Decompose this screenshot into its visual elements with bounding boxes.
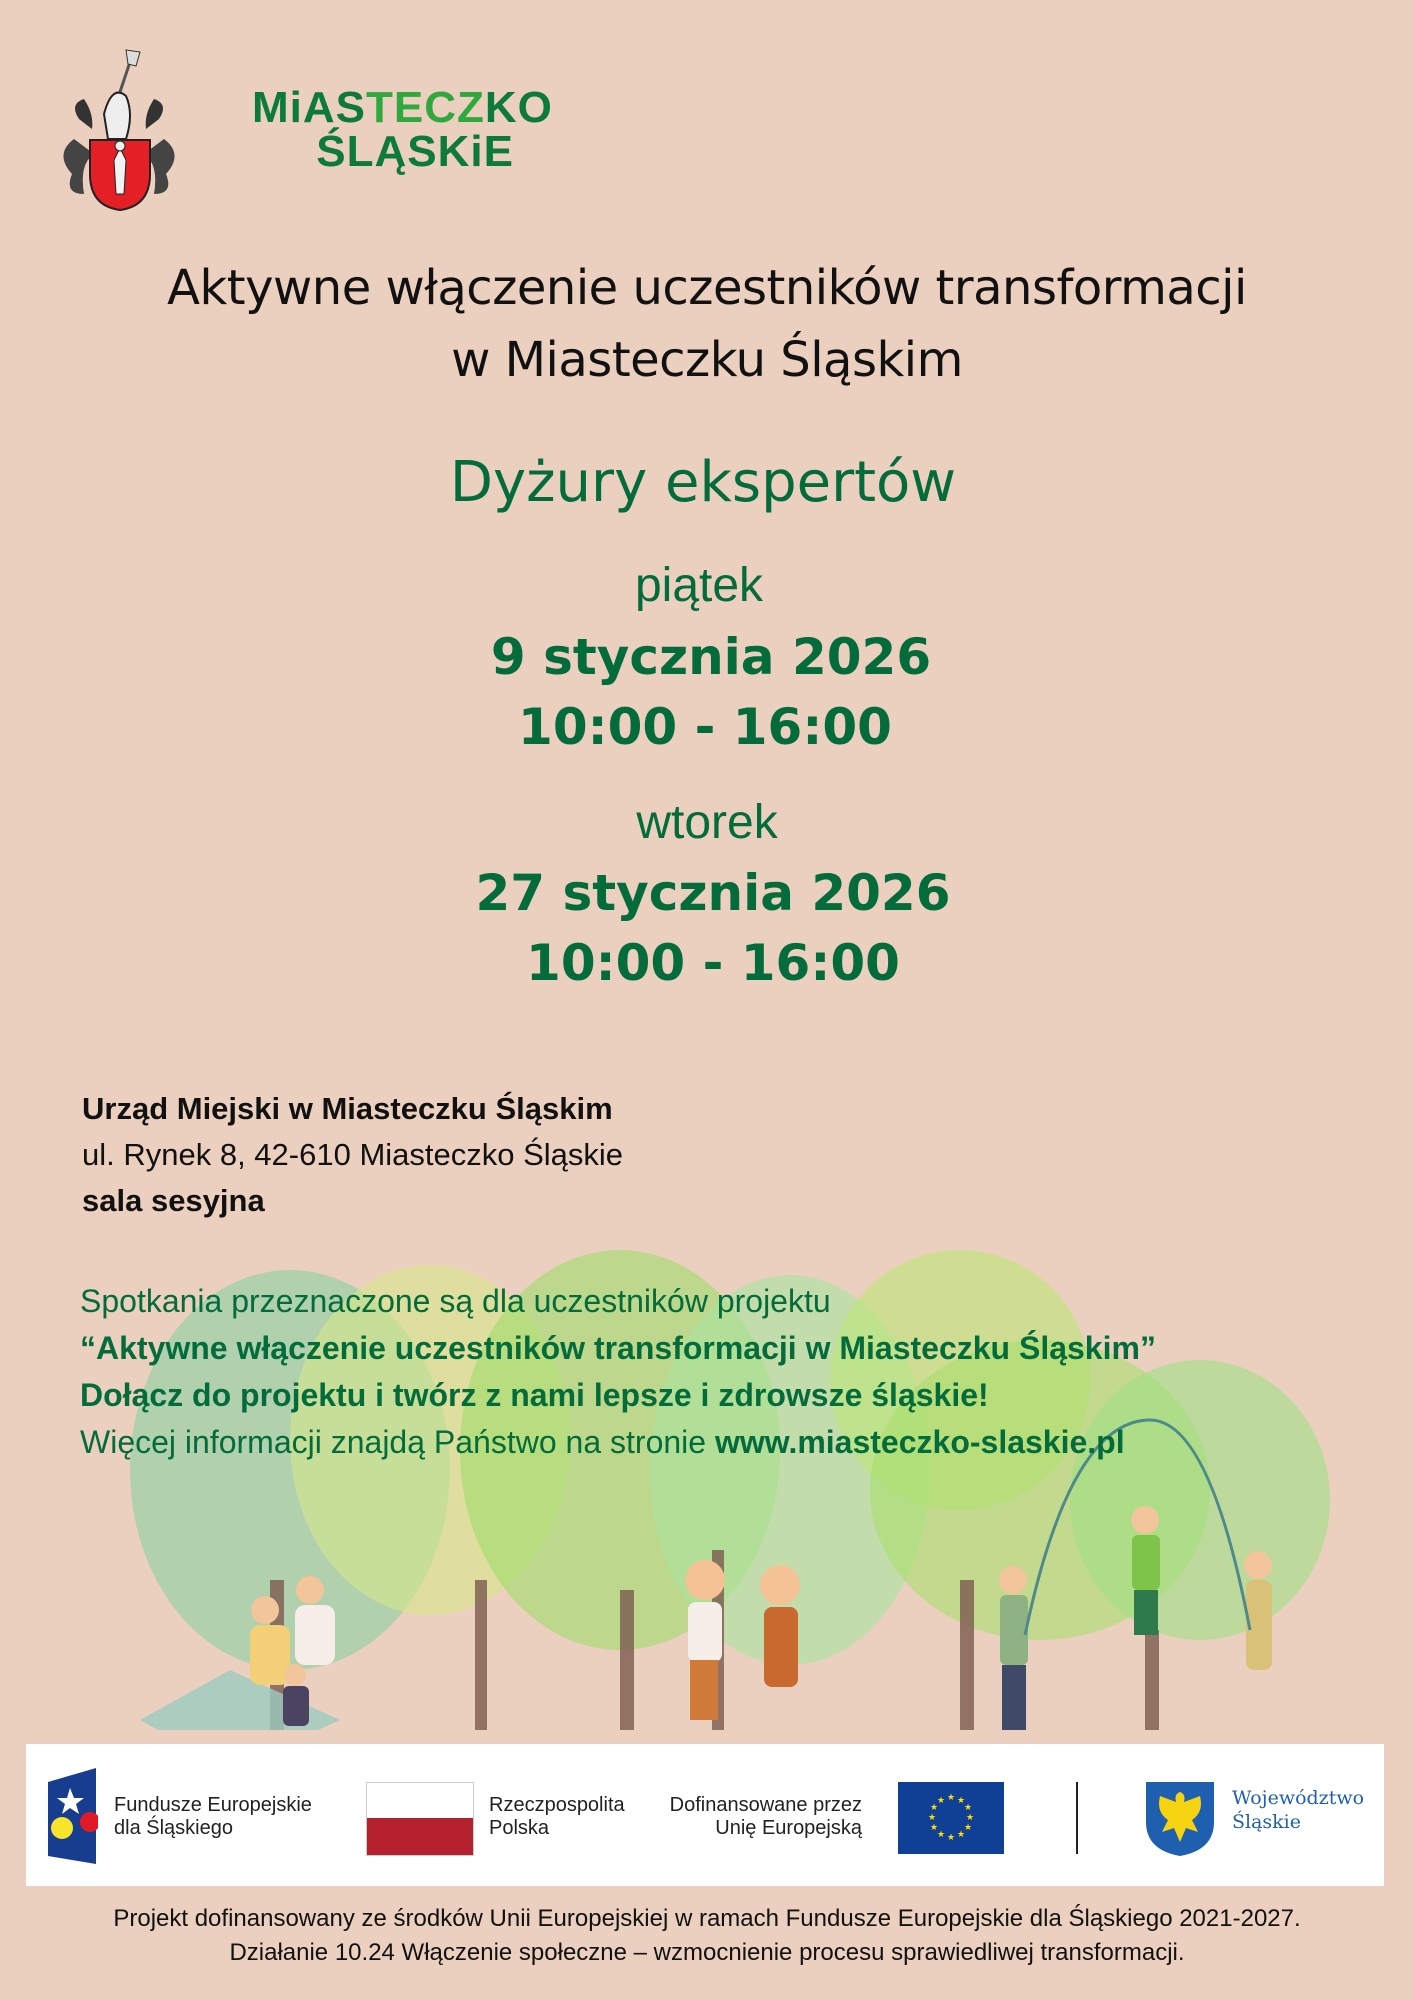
svg-text:★: ★ (936, 1830, 946, 1840)
svg-text:★: ★ (929, 1823, 939, 1833)
brand-line-1 (252, 83, 553, 132)
info-line-1: Spotkania przeznaczone są dla uczestników projektu (80, 1283, 831, 1319)
footer-line-1: Projekt dofinansowany ze środków Unii Europejskiej w ramach Fundusze Europejskie dla Śląskiego 2021-2027. (113, 1905, 1301, 1932)
event-heading: Dyżury ekspertów (449, 450, 957, 515)
miasteczko-slaskie-logo (252, 83, 553, 176)
eu-cofinanced-label (666, 1794, 862, 1840)
fundusze-europejskie-icon (48, 1768, 98, 1868)
svg-text:★: ★ (963, 1823, 973, 1833)
svg-text:★: ★ (929, 1803, 939, 1813)
project-name: “Aktywne włączenie uczestników transformacji w Miasteczku Śląskim” (80, 1330, 1156, 1366)
more-info-text: Więcej informacji znajdą Państwo na stronie (80, 1424, 715, 1460)
brand-line-2: ŚLĄSKiE (316, 127, 514, 176)
rp-line-1: Rzeczpospolita (489, 1794, 625, 1816)
svg-text:★: ★ (946, 1833, 956, 1843)
wojewodztwo-slaskie-label (1232, 1786, 1364, 1834)
funding-footer (0, 1902, 1414, 1970)
rp-line-2: Polska (489, 1817, 550, 1839)
svg-text:★: ★ (965, 1813, 975, 1823)
brand-text: MiAS (252, 83, 366, 132)
ws-line-1: Województwo (1232, 1787, 1365, 1809)
venue-room: sala sesyjna (82, 1183, 265, 1218)
fe-line-1: Fundusze Europejskie (114, 1794, 312, 1816)
session-2-time: 10:00 - 16:00 (526, 934, 900, 992)
info-block (80, 1278, 1156, 1466)
session-2-date: 27 stycznia 2026 (475, 864, 951, 922)
call-to-action: Dołącz do projektu i twórz z nami lepsze i zdrowsze śląskie! (80, 1377, 989, 1413)
venue-address: ul. Rynek 8, 42-610 Miasteczko Śląskie (82, 1137, 624, 1172)
rzeczpospolita-polska-label (489, 1794, 625, 1840)
venue-name: Urząd Miejski w Miasteczku Śląskim (82, 1091, 613, 1126)
eu-line-1: Dofinansowane przez (669, 1794, 862, 1816)
eu-flag-icon (898, 1782, 1004, 1854)
info-line-4 (80, 1419, 1156, 1466)
title-line-2: w Miasteczku Śląskim (451, 332, 963, 388)
polish-flag-icon (366, 1782, 474, 1856)
venue-block (82, 1086, 623, 1224)
svg-text:★: ★ (946, 1793, 956, 1803)
ws-line-2: Śląskie (1232, 1811, 1302, 1833)
page-title (0, 252, 1414, 396)
svg-text:★: ★ (956, 1796, 966, 1806)
website-link[interactable]: www.miasteczko-slaskie.pl (714, 1424, 1125, 1460)
coat-of-arms-icon (54, 44, 184, 214)
funding-logos-bar (26, 1744, 1384, 1886)
fundusze-europejskie-label (114, 1794, 312, 1840)
brand-text: KO (484, 83, 553, 132)
svg-text:★: ★ (936, 1796, 946, 1806)
session-1-date: 9 stycznia 2026 (490, 628, 932, 686)
svg-text:★: ★ (927, 1813, 937, 1823)
brand-text-highlight: TECZ (366, 83, 485, 132)
svg-text:★: ★ (956, 1830, 966, 1840)
silesia-eagle-icon (1146, 1782, 1214, 1860)
session-2-day: wtorek (636, 796, 778, 849)
footer-line-2: Działanie 10.24 Włączenie społeczne – wzmocnienie procesu sprawiedliwej transformacji. (229, 1939, 1185, 1966)
session-1-time: 10:00 - 16:00 (518, 698, 892, 756)
eu-line-2: Unię Europejską (715, 1817, 862, 1839)
svg-text:★: ★ (963, 1803, 973, 1813)
title-line-1: Aktywne włączenie uczestników transformacji (167, 260, 1247, 316)
fe-line-2: dla Śląskiego (114, 1817, 233, 1839)
session-1-day: piątek (634, 559, 764, 612)
divider (1076, 1782, 1078, 1854)
